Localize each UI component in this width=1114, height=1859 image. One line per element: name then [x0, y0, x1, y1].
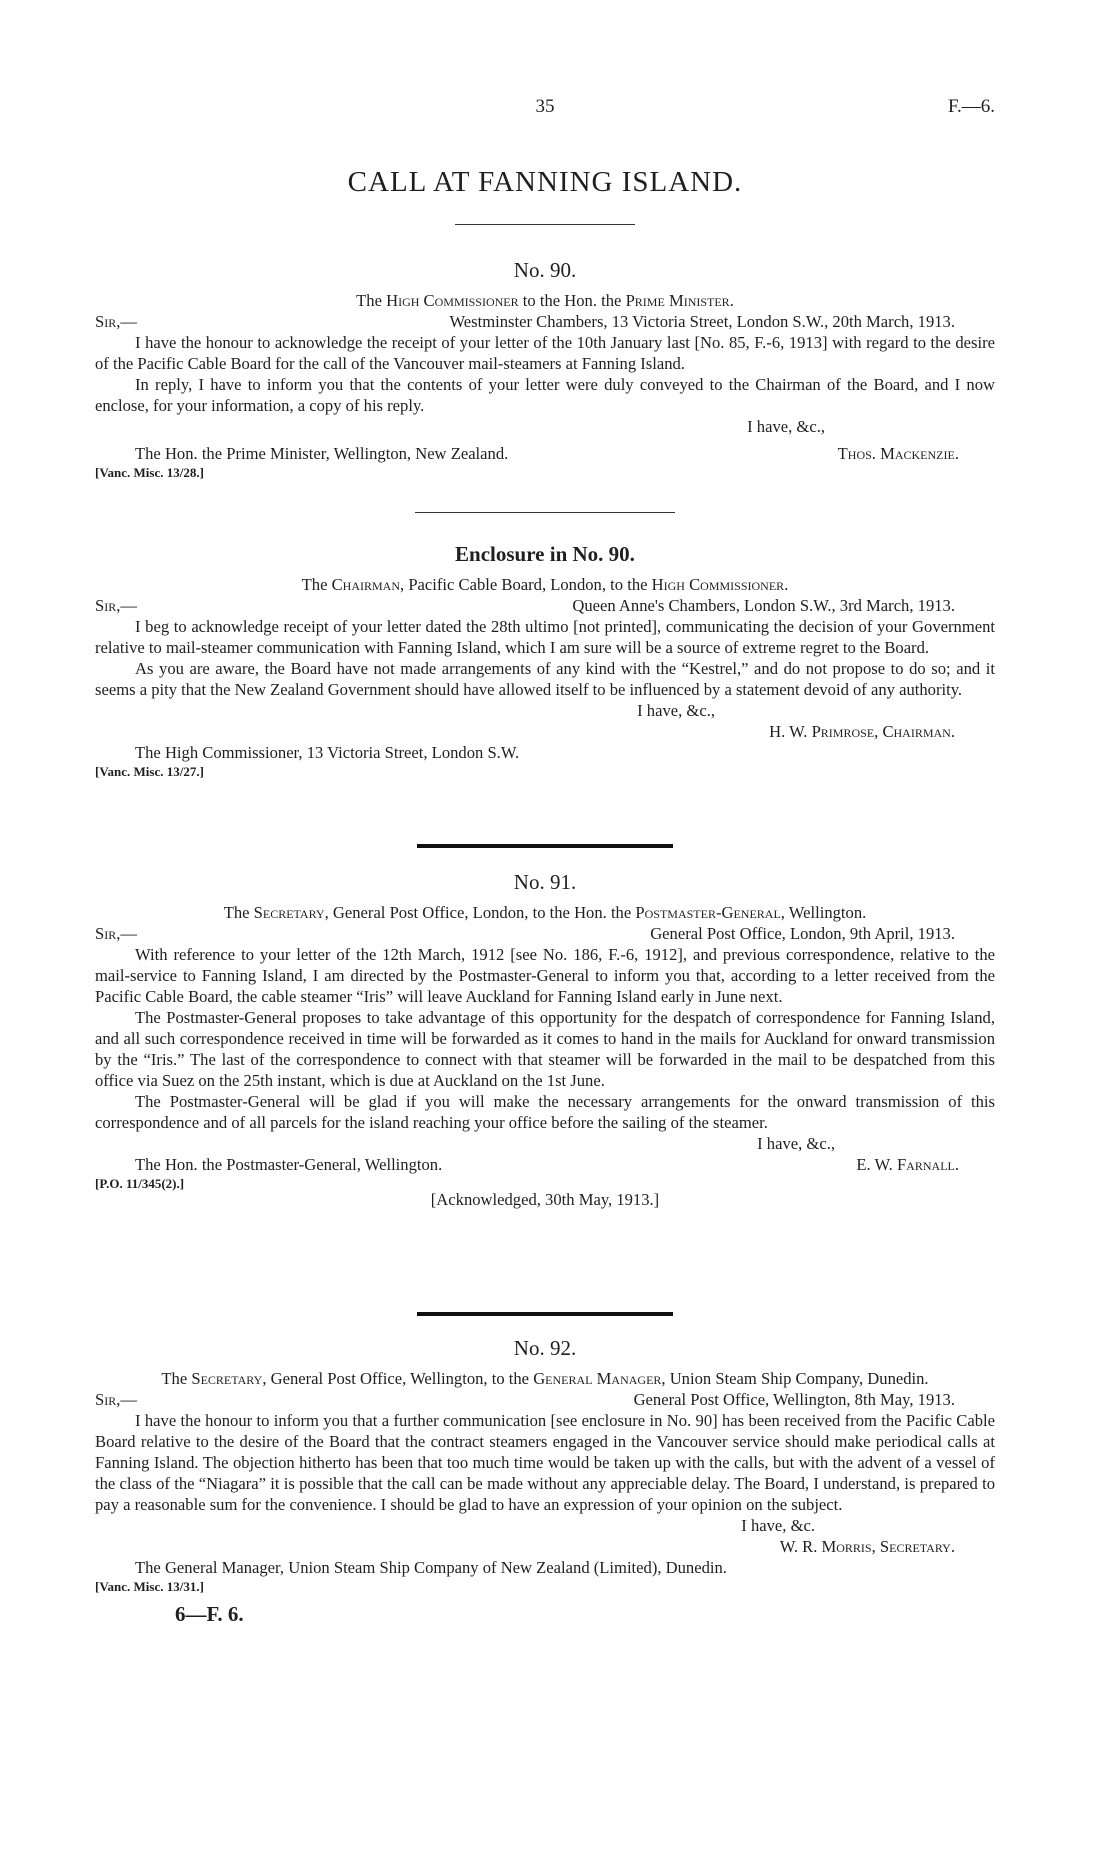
letter-closing: I have, &c., [757, 1134, 835, 1153]
letter-number: No. 91. [513, 870, 577, 894]
letter-no-92 [95, 1334, 995, 1627]
letter-from-to: The High Commissioner to the Hon. the Prime Minister. [356, 291, 734, 310]
letter-paragraph: The Postmaster-General proposes to take advantage of this opportunity for the despatch of correspondence for Fanning Island, and all such correspondence received in time will be forwarded as it comes to hand in the mails for Auckland for onward transmission by the “Iris.” The last of the correspondence to connect with that steamer will be forwarded in the mail to be despatched from this office via Suez on the 25th instant, which is due at Auckland on the 1st June. [95, 1008, 995, 1090]
salutation-line [95, 311, 995, 332]
letter-no-90 [95, 256, 995, 482]
letter-signature: W. R. Morris, Secretary. [779, 1537, 955, 1556]
letter-signature: Thos. Mackenzie. [837, 444, 959, 463]
letter-signature: H. W. Primrose, Chairman. [769, 722, 955, 741]
file-reference: [Vanc. Misc. 13/28.] [95, 465, 204, 480]
letter-addressee: The High Commissioner, 13 Victoria Street, London S.W. [135, 743, 520, 762]
letter-address: Westminster Chambers, 13 Victoria Street, London S.W., 20th March, 1913. [449, 312, 955, 331]
letter-paragraph: As you are aware, the Board have not made arrangements of any kind with the “Kestrel,” and do not propose to do so; and it seems a pity that the New Zealand Government should have allowed itself to be influenced by a statement devoid of any authority. [95, 659, 995, 699]
letter-paragraph: The Postmaster-General will be glad if you will make the necessary arrangements for the onward transmission of this correspondence and of all parcels for the island reaching your office before the sailing of the steamer. [95, 1092, 995, 1132]
letter-number: No. 90. [513, 258, 577, 282]
addressee-line [95, 1154, 995, 1175]
letter-closing: I have, &c. [741, 1516, 815, 1535]
document-ref: F.—6. [947, 96, 995, 117]
letter-number: No. 92. [513, 1336, 577, 1360]
letter-paragraph: I have the honour to acknowledge the receipt of your letter of the 10th January last [No. 85, F.-6, 1913] with regard to the desire of the Pacific Cable Board for the call of the Vancouver mail-steamers at Fanning Island. [95, 333, 995, 373]
letter-closing: I have, &c., [747, 417, 825, 436]
salutation: Sir,— [95, 924, 137, 943]
letter-paragraph: I beg to acknowledge receipt of your letter dated the 28th ultimo [not printed], communicating the decision of your Government relative to mail-steamer communication with Fanning Island, which I am sure will be a source of extreme regret to the Board. [95, 617, 995, 657]
file-reference: [Vanc. Misc. 13/31.] [95, 1579, 204, 1594]
salutation: Sir,— [95, 312, 137, 331]
enclosure-no-90 [95, 540, 995, 781]
letter-addressee: The General Manager, Union Steam Ship Company of New Zealand (Limited), Dunedin. [135, 1558, 727, 1577]
salutation-line [95, 595, 995, 616]
acknowledgement-note: [Acknowledged, 30th May, 1913.] [430, 1190, 660, 1209]
letter-number: Enclosure in No. 90. [455, 542, 635, 566]
letter-address: General Post Office, Wellington, 8th May, 1913. [633, 1390, 955, 1409]
letter-address: Queen Anne's Chambers, London S.W., 3rd March, 1913. [572, 596, 955, 615]
letter-from-to: The Chairman, Pacific Cable Board, London, to the High Commissioner. [301, 575, 789, 594]
addressee-line [95, 443, 995, 464]
letter-closing: I have, &c., [637, 701, 715, 720]
letter-from-to: The Secretary, General Post Office, London, to the Hon. the Postmaster-General, Wellington. [223, 903, 867, 922]
salutation: Sir,— [95, 1390, 137, 1409]
letter-signature: E. W. Farnall. [856, 1155, 959, 1174]
letter-no-91 [95, 868, 995, 1210]
letter-address: General Post Office, London, 9th April, 1913. [650, 924, 955, 943]
salutation-line [95, 923, 995, 944]
page-number: 35 [535, 96, 555, 117]
letter-addressee: The Hon. the Prime Minister, Wellington, New Zealand. [135, 444, 509, 463]
page-title: CALL AT FANNING ISLAND. [347, 166, 743, 198]
title-divider [455, 224, 635, 225]
section-divider [417, 1312, 673, 1316]
letter-paragraph: I have the honour to inform you that a further communication [see enclosure in No. 90] has been received from the Pacific Cable Board relative to the desire of the Board that the contract steamers engaged in the Vancouver service should make periodical calls at Fanning Island. The objection hitherto has been that too much time would be taken up with the calls, but with the advent of a vessel of the class of the “Niagara” it is possible that the call can be made without any appreciable delay. The Board, I understand, is prepared to pay a reasonable sum for the convenience. I should be glad to have an expression of your opinion on the subject. [95, 1411, 995, 1514]
letter-addressee: The Hon. the Postmaster-General, Wellington. [135, 1155, 443, 1174]
page-header [95, 96, 995, 120]
salutation-line [95, 1389, 995, 1410]
salutation: Sir,— [95, 596, 137, 615]
file-reference: [P.O. 11/345(2).] [95, 1176, 185, 1191]
letter-paragraph: With reference to your letter of the 12th March, 1912 [see No. 186, F.-6, 1912], and previous correspondence, relative to the mail-service to Fanning Island, I am directed by the Postmaster-General to inform you that, according to a letter received from the Pacific Cable Board, the cable steamer “Iris” will leave Auckland for Fanning Island early in June next. [95, 945, 995, 1006]
section-divider [417, 844, 673, 848]
letter-paragraph: In reply, I have to inform you that the contents of your letter were duly conveyed to the Chairman of the Board, and I now enclose, for your information, a copy of his reply. [95, 375, 995, 415]
signature-mark: 6—F. 6. [175, 1602, 244, 1626]
section-divider [415, 512, 675, 513]
letter-from-to: The Secretary, General Post Office, Wellington, to the General Manager, Union Steam Ship Company, Dunedin. [161, 1369, 929, 1388]
file-reference: [Vanc. Misc. 13/27.] [95, 764, 204, 779]
